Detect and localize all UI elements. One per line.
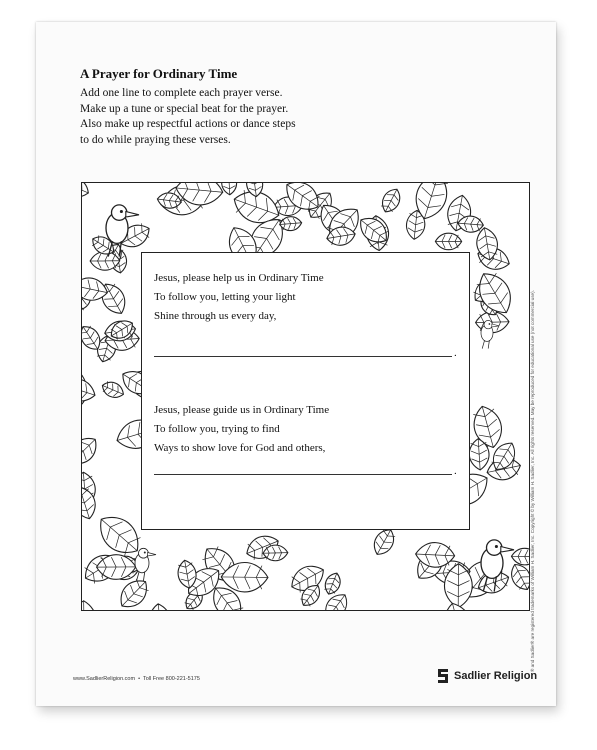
separator: • bbox=[138, 676, 141, 682]
verse-line: Shine through us every day, bbox=[154, 310, 277, 322]
worksheet-page bbox=[36, 22, 556, 706]
brand-logo bbox=[436, 668, 537, 684]
verse-line: Jesus, please help us in Ordinary Time bbox=[154, 272, 324, 284]
answer-period: . bbox=[454, 347, 457, 359]
instruction-line: Make up a tune or special beat for the prayer. bbox=[80, 102, 289, 115]
answer-line-2[interactable] bbox=[154, 474, 452, 475]
verse-line: Ways to show love for God and others, bbox=[154, 442, 326, 454]
instructions bbox=[80, 86, 296, 148]
phone-number: Toll Free 800-221-5175 bbox=[143, 676, 200, 682]
instruction-line: to do while praying these verses. bbox=[80, 133, 231, 146]
page-title: A Prayer for Ordinary Time bbox=[80, 66, 238, 81]
prayer-text-box bbox=[141, 252, 470, 530]
answer-period: . bbox=[454, 465, 457, 477]
verse-line: To follow you, trying to find bbox=[154, 423, 280, 435]
website-link[interactable]: www.SadlierReligion.com bbox=[73, 676, 136, 682]
verse-2 bbox=[154, 401, 329, 458]
answer-line-1[interactable] bbox=[154, 356, 452, 357]
copyright-notice: ® and Sadlier® are registered trademarks of William H. Sadlier, Inc. Copyright © by William H. Sadlier, Inc. All rights reserved. May be reproduced for educational use (not commercial use). bbox=[530, 290, 535, 672]
instruction-line: Add one line to complete each prayer verse. bbox=[80, 87, 283, 99]
brand-name: Sadlier Religion bbox=[454, 670, 538, 682]
footer-contact bbox=[73, 676, 200, 682]
verse-line: Jesus, please guide us in Ordinary Time bbox=[154, 404, 330, 416]
verse-1 bbox=[154, 269, 324, 326]
instruction-line: Also make up respectful actions or dance steps bbox=[80, 118, 296, 130]
verse-line: To follow you, letting your light bbox=[154, 291, 296, 303]
sadlier-logo-icon bbox=[436, 668, 450, 684]
